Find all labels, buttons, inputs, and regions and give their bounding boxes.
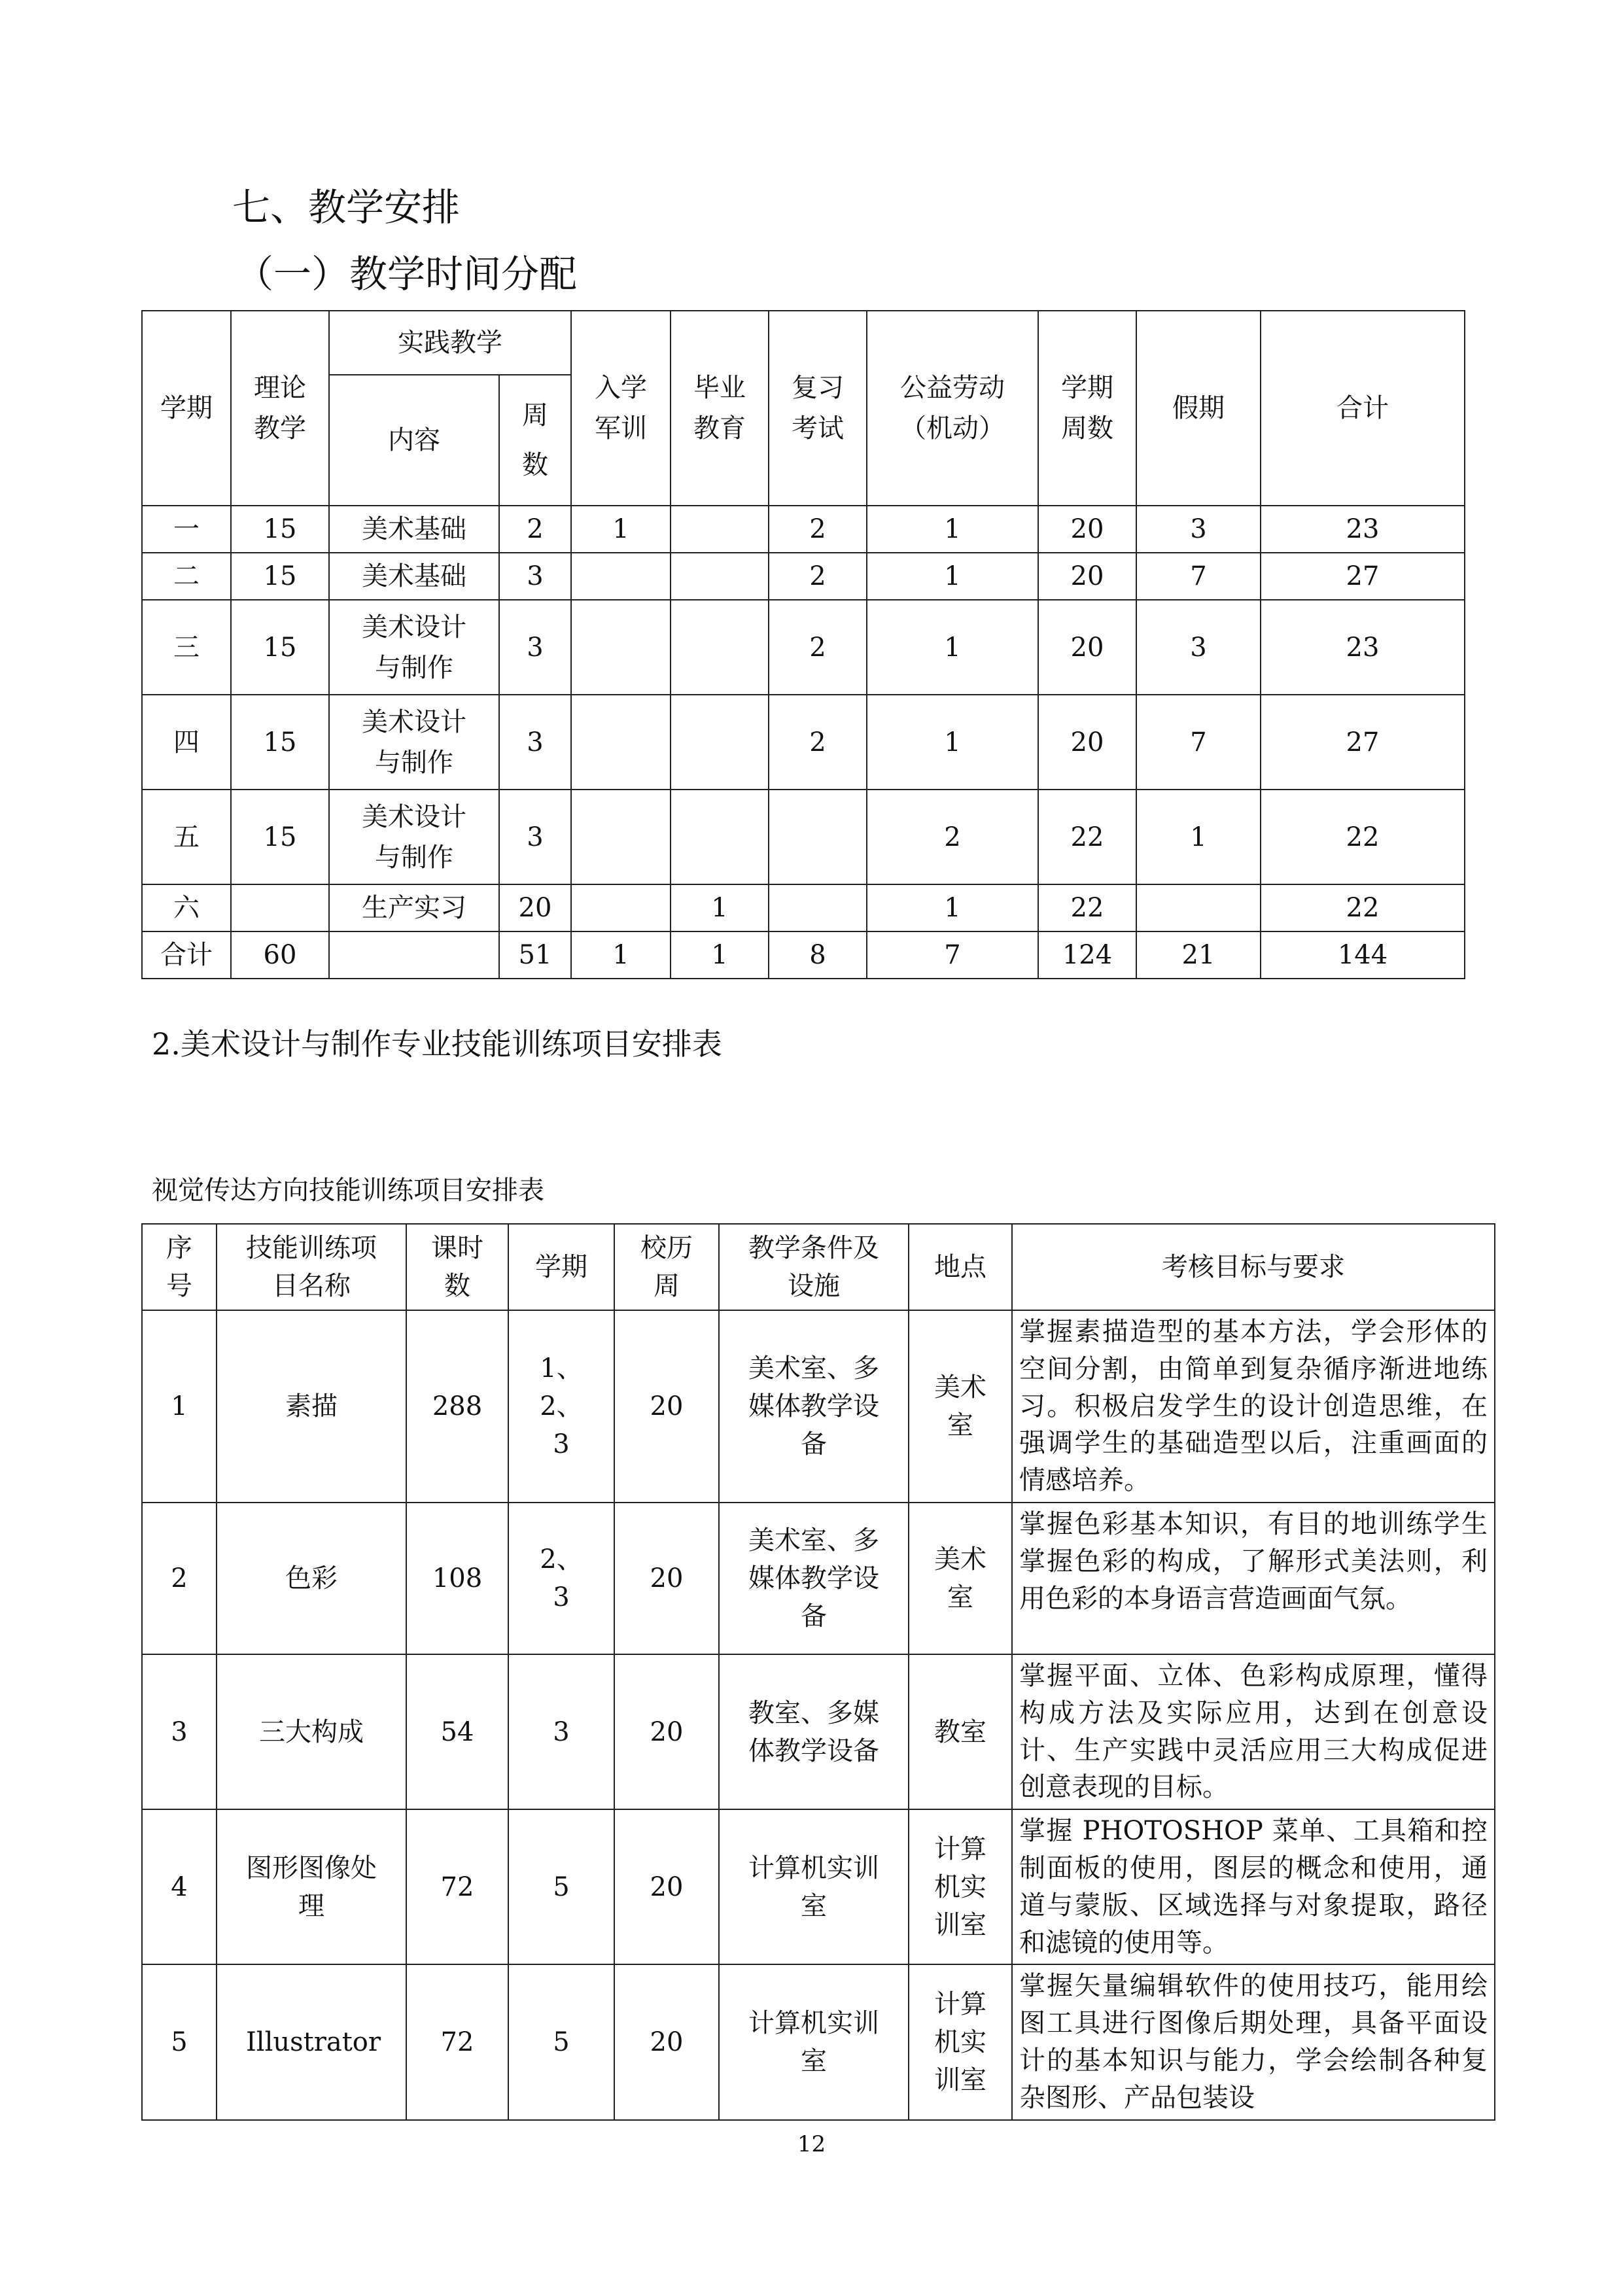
cell-weeks: 20: [614, 1310, 719, 1503]
cell-name: [217, 1809, 406, 1964]
cell-semester-text: 1、2、3: [540, 1353, 583, 1459]
header-skill-semester: 学期: [508, 1224, 614, 1310]
subsection-title: （一）教学时间分配: [236, 252, 578, 296]
cell-hours: 108: [406, 1503, 508, 1654]
cell-requirements: 掌握 PHOTOSHOP 菜单、工具箱和控制面板的使用，图层的概念和使用，通道与蒙版、区域选择与对象提取，路径和滤镜的使用等。: [1012, 1809, 1495, 1964]
cell-review: [769, 790, 867, 884]
table-row: [142, 553, 1465, 600]
cell-content: [329, 931, 499, 979]
cell-weeks: 3: [499, 553, 571, 600]
cell-facilities-text: 美术室、多媒体教学设备: [748, 1525, 879, 1631]
cell-hours: 72: [406, 1809, 508, 1964]
cell-no: 3: [142, 1654, 217, 1809]
cell-requirements: 掌握平面、立体、色彩构成原理，懂得构成方法及实际应用，达到在创意设计、生产实践中灵活应用三大构成促进创意表现的目标。: [1012, 1654, 1495, 1809]
cell-content: 美术基础: [329, 506, 499, 553]
table2-caption: 视觉传达方向技能训练项目安排表: [152, 1175, 544, 1206]
cell-facilities-text: 美术室、多媒体教学设备: [748, 1353, 879, 1459]
table-row: [142, 1809, 1495, 1964]
cell-theory: 15: [231, 506, 329, 553]
cell-semester: [508, 1964, 614, 2119]
cell-location-text: 美术室: [934, 1372, 986, 1440]
cell-military: 1: [571, 931, 671, 979]
table2-heading: 2.美术设计与制作专业技能训练项目安排表: [152, 1026, 722, 1062]
cell-weeks: 20: [614, 1964, 719, 2119]
header-total: 合计: [1261, 311, 1465, 506]
cell-weeks: 20: [614, 1654, 719, 1809]
cell-vacation: 7: [1136, 553, 1261, 600]
cell-graduation: 1: [671, 931, 769, 979]
header-graduation: 毕业教育: [671, 311, 769, 506]
cell-labor: 7: [867, 931, 1038, 979]
cell-weeks: 51: [499, 931, 571, 979]
header-semester: 学期: [142, 311, 231, 506]
cell-location: [909, 1964, 1012, 2119]
cell-review: 2: [769, 506, 867, 553]
header-practice: 实践教学: [329, 311, 571, 375]
cell-location-text: 教室: [934, 1716, 986, 1747]
cell-graduation: [671, 553, 769, 600]
cell-semester: 三: [142, 600, 231, 695]
cell-weeks: 2: [499, 506, 571, 553]
cell-weeks: 3: [499, 695, 571, 790]
cell-facilities: [719, 1809, 909, 1964]
cell-theory: [231, 884, 329, 931]
cell-review: 2: [769, 600, 867, 695]
header-location: 地点: [909, 1224, 1012, 1310]
cell-content: 美术基础: [329, 553, 499, 600]
cell-location: [909, 1503, 1012, 1654]
table-row: [142, 884, 1465, 931]
cell-labor: 1: [867, 506, 1038, 553]
cell-term-weeks: 20: [1038, 600, 1136, 695]
header-review: 复习考试: [769, 311, 867, 506]
cell-requirements: 掌握色彩基本知识，有目的地训练学生掌握色彩的构成，了解形式美法则，利用色彩的本身语言营造画面气氛。: [1012, 1503, 1495, 1654]
cell-hours: 72: [406, 1964, 508, 2119]
header-theory: 理论教学: [231, 311, 329, 506]
cell-term-weeks: 20: [1038, 506, 1136, 553]
cell-vacation: 3: [1136, 506, 1261, 553]
table-row: [142, 695, 1465, 790]
table-row: [142, 506, 1465, 553]
cell-facilities: [719, 1310, 909, 1503]
header-hours: 课时数: [406, 1224, 508, 1310]
cell-total: 27: [1261, 695, 1465, 790]
cell-theory: 15: [231, 790, 329, 884]
cell-graduation: 1: [671, 884, 769, 931]
cell-graduation: [671, 695, 769, 790]
cell-semester: 二: [142, 553, 231, 600]
header-calendar-weeks: 校历周: [614, 1224, 719, 1310]
cell-semester: 六: [142, 884, 231, 931]
cell-semester-text: 3: [553, 1716, 570, 1747]
cell-no: 4: [142, 1809, 217, 1964]
cell-semester: [508, 1503, 614, 1654]
header-content: 内容: [329, 375, 499, 506]
header-vacation: 假期: [1136, 311, 1261, 506]
cell-facilities: [719, 1503, 909, 1654]
cell-name: [217, 1964, 406, 2119]
cell-semester: 合计: [142, 931, 231, 979]
header-military: 入学军训: [571, 311, 671, 506]
cell-weeks: 3: [499, 790, 571, 884]
cell-semester-text: 2、3: [540, 1544, 583, 1612]
table-row: [142, 1503, 1495, 1654]
table-row: [142, 1964, 1495, 2119]
cell-total: 144: [1261, 931, 1465, 979]
cell-theory: 15: [231, 600, 329, 695]
cell-military: 1: [571, 506, 671, 553]
cell-name: 色彩: [217, 1503, 406, 1654]
cell-term-weeks: 20: [1038, 553, 1136, 600]
cell-military: [571, 600, 671, 695]
cell-labor: 1: [867, 695, 1038, 790]
cell-term-weeks: 22: [1038, 790, 1136, 884]
cell-total: 22: [1261, 884, 1465, 931]
skills-training-table: [141, 1223, 1495, 2121]
cell-location-text: 计算机实训室: [934, 1834, 986, 1940]
cell-graduation: [671, 600, 769, 695]
cell-graduation: [671, 506, 769, 553]
cell-weeks: 20: [614, 1809, 719, 1964]
cell-no: 1: [142, 1310, 217, 1503]
cell-graduation: [671, 790, 769, 884]
header-term-weeks: 学期周数: [1038, 311, 1136, 506]
cell-weeks: 20: [499, 884, 571, 931]
cell-total: 27: [1261, 553, 1465, 600]
table-row: [142, 1654, 1495, 1809]
cell-military: [571, 695, 671, 790]
cell-vacation: 1: [1136, 790, 1261, 884]
cell-semester: [508, 1654, 614, 1809]
table-row: [142, 931, 1465, 979]
cell-theory: 15: [231, 553, 329, 600]
cell-total: 23: [1261, 506, 1465, 553]
cell-semester-text: 5: [553, 2026, 570, 2057]
cell-review: 2: [769, 695, 867, 790]
cell-no: 5: [142, 1964, 217, 2119]
cell-name-text: 图形图像处理: [246, 1852, 377, 1921]
cell-vacation: [1136, 884, 1261, 931]
cell-military: [571, 790, 671, 884]
cell-semester: [508, 1310, 614, 1503]
cell-military: [571, 884, 671, 931]
header-facilities: 教学条件及设施: [719, 1224, 909, 1310]
cell-requirements: 掌握矢量编辑软件的使用技巧，能用绘图工具进行图像后期处理，具备平面设计的基本知识与能力，学会绘制各种复杂图形、产品包装设: [1012, 1964, 1495, 2119]
cell-semester: [508, 1809, 614, 1964]
cell-labor: 1: [867, 884, 1038, 931]
cell-semester: 四: [142, 695, 231, 790]
cell-semester-text: 5: [553, 1871, 570, 1902]
cell-facilities: [719, 1964, 909, 2119]
cell-content: 美术设计与制作: [329, 695, 499, 790]
cell-weeks: 3: [499, 600, 571, 695]
cell-total: 22: [1261, 790, 1465, 884]
cell-facilities: [719, 1654, 909, 1809]
page-number: 12: [797, 2131, 826, 2157]
cell-labor: 1: [867, 600, 1038, 695]
cell-semester: 五: [142, 790, 231, 884]
cell-term-weeks: 124: [1038, 931, 1136, 979]
cell-vacation: 21: [1136, 931, 1261, 979]
section-title: 七、教学安排: [232, 185, 461, 230]
cell-term-weeks: 20: [1038, 695, 1136, 790]
cell-name-text: Illustrator: [246, 2026, 381, 2057]
cell-location: [909, 1809, 1012, 1964]
cell-hours: 288: [406, 1310, 508, 1503]
table-row: [142, 790, 1465, 884]
cell-facilities-text: 计算机实训室: [748, 1852, 879, 1921]
cell-review: 2: [769, 553, 867, 600]
cell-labor: 1: [867, 553, 1038, 600]
cell-vacation: 7: [1136, 695, 1261, 790]
cell-content: 生产实习: [329, 884, 499, 931]
cell-semester: 一: [142, 506, 231, 553]
cell-name: 素描: [217, 1310, 406, 1503]
table-row: [142, 600, 1465, 695]
cell-theory: 60: [231, 931, 329, 979]
cell-location: [909, 1654, 1012, 1809]
cell-hours: 54: [406, 1654, 508, 1809]
cell-requirements: 掌握素描造型的基本方法，学会形体的空间分割，由简单到复杂循序渐进地练习。积极启发学生的设计创造思维，在强调学生的基础造型以后，注重画面的情感培养。: [1012, 1310, 1495, 1503]
cell-labor: 2: [867, 790, 1038, 884]
cell-theory: 15: [231, 695, 329, 790]
cell-weeks: 20: [614, 1503, 719, 1654]
time-allocation-table: [141, 310, 1465, 979]
cell-vacation: 3: [1136, 600, 1261, 695]
header-no: 序号: [142, 1224, 217, 1310]
header-labor: 公益劳动（机动）: [867, 311, 1038, 506]
cell-review: [769, 884, 867, 931]
table-row: [142, 1310, 1495, 1503]
cell-review: 8: [769, 931, 867, 979]
cell-location-text: 美术室: [934, 1544, 986, 1612]
cell-location: [909, 1310, 1012, 1503]
cell-name: 三大构成: [217, 1654, 406, 1809]
cell-total: 23: [1261, 600, 1465, 695]
header-name: 技能训练项目名称: [217, 1224, 406, 1310]
cell-content: 美术设计与制作: [329, 600, 499, 695]
cell-facilities-text: 教室、多媒体教学设备: [748, 1697, 879, 1766]
header-weeks: 周数: [499, 375, 571, 506]
cell-facilities-text: 计算机实训室: [748, 2008, 879, 2076]
cell-military: [571, 553, 671, 600]
cell-term-weeks: 22: [1038, 884, 1136, 931]
cell-no: 2: [142, 1503, 217, 1654]
header-requirements: 考核目标与要求: [1012, 1224, 1495, 1310]
cell-content: 美术设计与制作: [329, 790, 499, 884]
cell-location-text: 计算机实训室: [934, 1989, 986, 2095]
